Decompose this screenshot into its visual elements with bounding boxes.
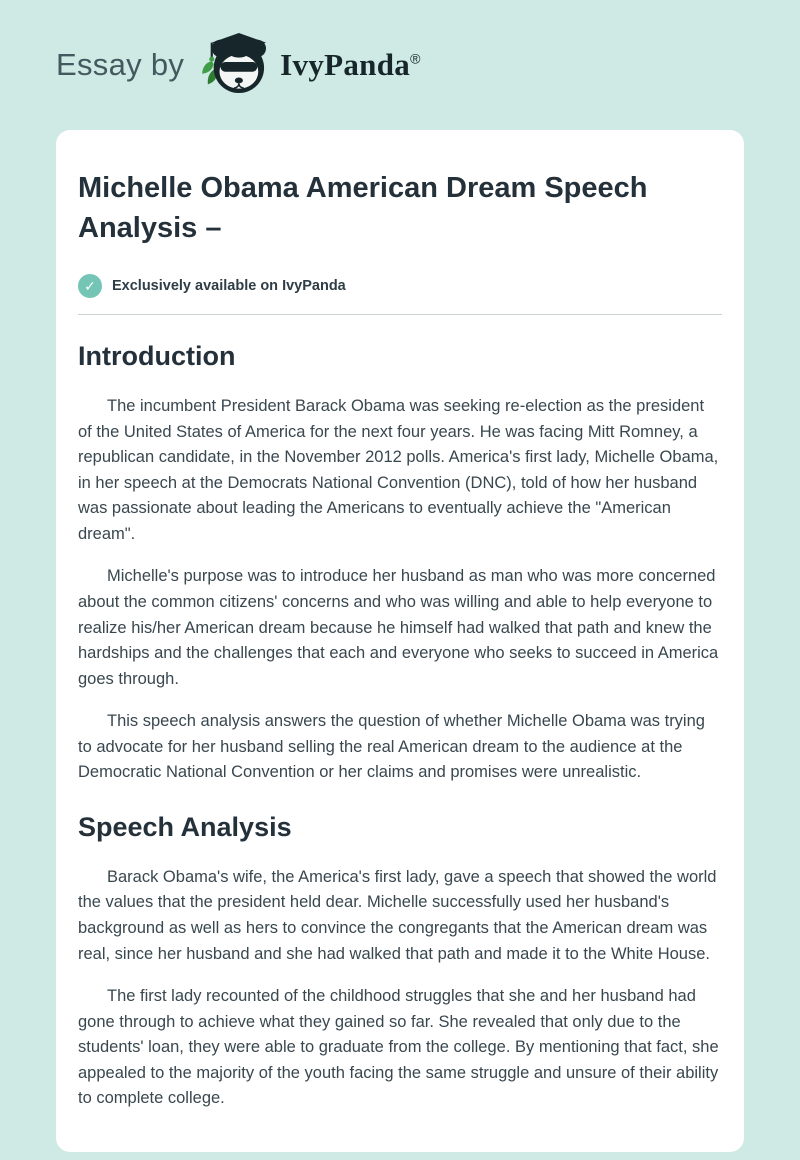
- paragraph: Barack Obama's wife, the America's first lady, gave a speech that showed the world the values that the president held dear. Michelle successfully used her husband's background as well as hers to convince the congregants that the American dream was real, since her husband and she had walked that path and made it to the White House.: [78, 867, 717, 963]
- section-speech-analysis: [78, 812, 722, 1112]
- paragraph: The incumbent President Barack Obama was seeking re-election as the president of the United States of America for the next four years. He was facing Mitt Romney, a republican candidate, in the November 2012 polls. America's first lady, Michelle Obama, in her speech at the Democrats National Convention (DNC), told of how her husband was passionate about leading the Americans to eventually achieve the "American dream".: [78, 397, 719, 543]
- brand-name: [280, 47, 421, 83]
- panda-logo-icon: [200, 32, 270, 99]
- section-heading-introduction: Introduction: [78, 341, 236, 372]
- divider: [78, 314, 722, 315]
- check-icon: ✓: [78, 274, 102, 298]
- essay-by-label: Essay by: [56, 47, 185, 82]
- site-header: [0, 0, 800, 130]
- section-heading-speech-analysis: Speech Analysis: [78, 811, 292, 842]
- paragraph: The first lady recounted of the childhood struggles that she and her husband had gone through to achieve what they gained so far. She revealed that only due to the students' loan, they were able to graduate from the college. By mentioning that fact, she appealed to the majority of the youth facing the same struggle and unsure of their ability to complete college.: [78, 987, 719, 1108]
- page-title: Michelle Obama American Dream Speech Analysis –: [78, 172, 648, 245]
- availability-row: [78, 274, 722, 298]
- section-introduction: [78, 341, 722, 786]
- paragraph: This speech analysis answers the question of whether Michelle Obama was trying to advocate for her husband selling the real American dream to the audience at the Democratic National Convention or her claims and promises were unrealistic.: [78, 712, 705, 782]
- availability-label: Exclusively available on IvyPanda: [112, 278, 346, 295]
- paragraph: Michelle's purpose was to introduce her husband as man who was more concerned about the common citizens' concerns and who was willing and able to help everyone to realize his/her American dream because he himself had walked that path and knew the hardships and the challenges that each and everyone who seeks to succeed in America goes through.: [78, 567, 719, 688]
- brand-logo: [200, 32, 421, 99]
- registered-mark: ®: [410, 50, 421, 67]
- brand-text: IvyPanda: [280, 47, 411, 82]
- essay-card: [56, 130, 744, 1152]
